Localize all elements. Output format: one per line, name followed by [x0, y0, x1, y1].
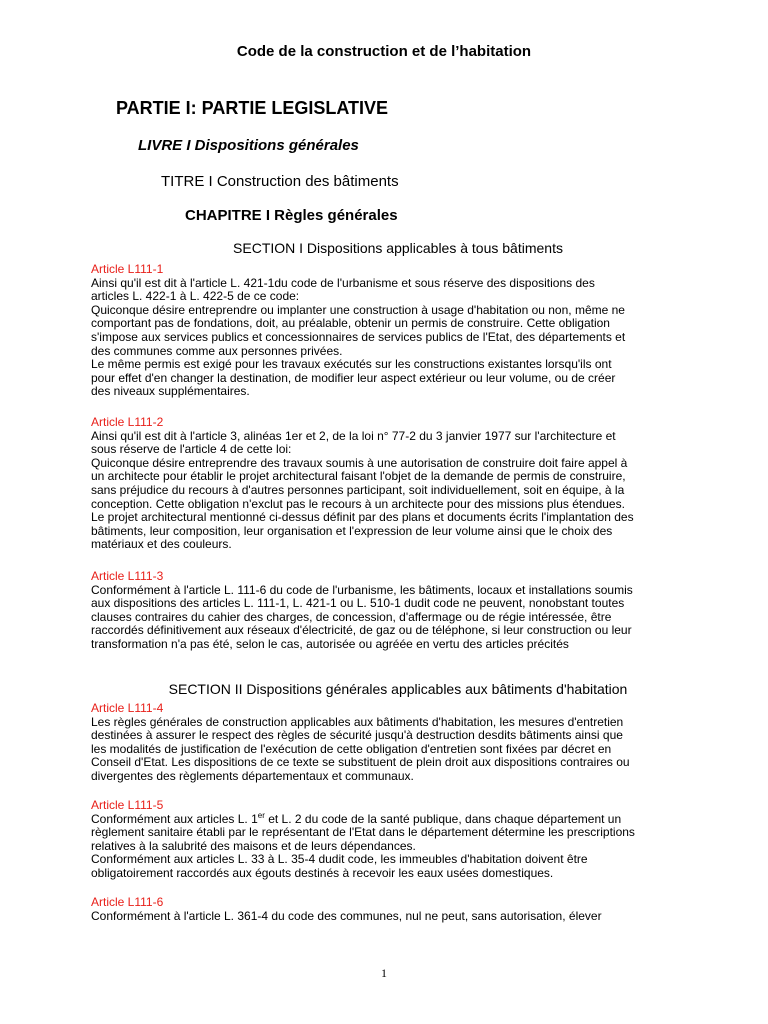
- livre-heading: LIVRE I Dispositions générales: [138, 137, 359, 154]
- section-1-heading: SECTION I Dispositions applicables à tous bâtiments: [233, 240, 563, 256]
- article-text: Conformément à l'article L. 361-4 du code des communes, nul ne peut, sans autorisation, élever: [91, 908, 602, 923]
- section-2-heading: SECTION II Dispositions générales applicables aux bâtiments d'habitation: [168, 681, 628, 697]
- document-title: Code de la construction et de l’habitation: [236, 43, 532, 60]
- article-text: [91, 810, 685, 881]
- article-text-start: Conformément aux articles L. 1: [91, 811, 258, 826]
- partie-heading: PARTIE I: PARTIE LEGISLATIVE: [116, 98, 389, 118]
- article-text: Conformément à l'article L. 111-6 du code de l'urbanisme, les bâtiments, locaux et installations soumis aux dispositions des articles L. 111-1, L. 421-1 ou L. 510-1 dudit code ne peuvent, nonobstant toutes clauses contraires du cahier des charges, de concession, d'affermage ou de régie intéressée, être raccordés définitivement aux réseaux d'électricité, de gaz ou de téléphone, si leur construction ou leur transformation n'a pas été, selon le cas, autorisée ou agréée en vertu des articles précités: [91, 582, 633, 651]
- chapitre-heading: CHAPITRE I Règles générales: [185, 207, 398, 224]
- article-label: Article L111-6: [91, 895, 164, 909]
- article-text: Les règles générales de construction applicables aux bâtiments d'habitation, les mesures d'entretien destinées à assurer le respect des règles de sécurité jusqu'à destruction desdits bâtiments ainsi que les modalités de justification de l'exécution de cette obligation d'entretien sont fixées par décret en Conseil d'Etat. Les dispositions de ce texte se substituent de plein droit aux dispositions contraires ou divergentes des règlements départementaux et communaux.: [91, 714, 630, 783]
- page-number: 1: [381, 966, 387, 980]
- article-l111-1: [91, 263, 685, 399]
- superscript-er: er: [257, 810, 265, 820]
- article-text-end: et L. 2 du code de la santé publique, dans chaque département un règlement sanitaire établi par le représentant de l'Etat dans le département détermine les prescriptions relatives à la salubrité des maisons et de leurs dépendances. Conformément aux articles L. 33 à L. 35-4 dudit code, les immeubles d'habitation doivent être obligatoirement raccordés aux égouts destinés à recevoir les eaux usées domestiques.: [91, 811, 635, 880]
- article-label: Article L111-5: [91, 798, 164, 812]
- article-l111-5: [91, 799, 685, 881]
- article-l111-2: [91, 416, 685, 552]
- article-l111-4: [91, 702, 685, 784]
- article-label: Article L111-1: [91, 262, 164, 276]
- article-text: Ainsi qu'il est dit à l'article L. 421-1du code de l'urbanisme et sous réserve des dispositions des articles L. 422-1 à L. 422-5 de ce code: Quiconque désire entreprendre ou implanter une construction à usage d'habitation ou non, même ne comportant pas de fondations, doit, au préalable, obtenir un permis de construire. Cette obligation s'impose aux services publics et concessionnaires de services publics de l'Etat, des départements et des communes comme aux personnes privées. Le même permis est exigé pour les travaux exécutés sur les constructions existantes lorsqu'ils ont pour effet d'en changer la destination, de modifier leur aspect extérieur ou leur volume, ou de créer des niveaux supplémentaires.: [91, 275, 626, 399]
- article-label: Article L111-4: [91, 701, 164, 715]
- article-l111-6: [91, 896, 685, 923]
- article-label: Article L111-2: [91, 415, 164, 429]
- article-l111-3: [91, 570, 685, 652]
- article-text: Ainsi qu'il est dit à l'article 3, alinéas 1er et 2, de la loi n° 77-2 du 3 janvier 1977 sur l'architecture et sous réserve de l'article 4 de cette loi: Quiconque désire entreprendre des travaux soumis à une autorisation de construire doit faire appel à un architecte pour établir le projet architectural faisant l'objet de la demande de permis de construire, sans préjudice du recours à d'autres personnes participant, soit individuellement, soit en équipe, à la conception. Cette obligation n'exclut pas le recours à un architecte pour des missions plus étendues. Le projet architectural mentionné ci-dessus définit par des plans et documents écrits l'implantation des bâtiments, leur composition, leur organisation et l'expression de leur volume ainsi que le choix des matériaux et des couleurs.: [91, 428, 634, 552]
- titre-heading: TITRE I Construction des bâtiments: [161, 173, 399, 190]
- article-label: Article L111-3: [91, 569, 164, 583]
